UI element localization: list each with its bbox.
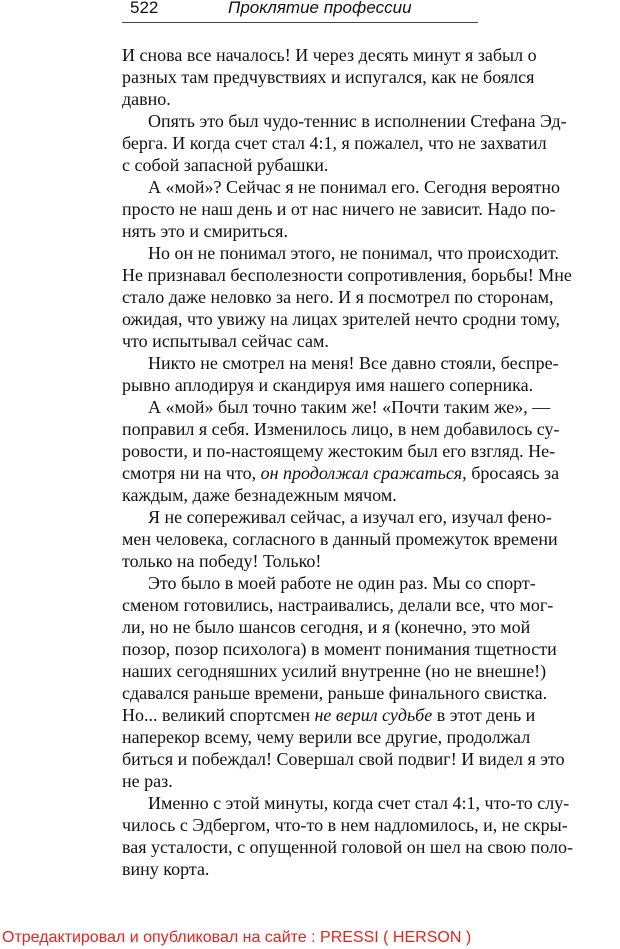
page-header: [122, 0, 478, 23]
text-line: нять это и смириться.: [122, 221, 288, 241]
text-line: сменом готовились, настраивались, делали все, что мог-: [122, 595, 554, 615]
text-line: с собой запасной рубашки.: [122, 155, 329, 175]
text-line: Я не сопереживал сейчас, а изучал его, изучал фено-: [148, 507, 552, 527]
text-line: Никто не смотрел на меня! Все давно стояли, беспре-: [148, 353, 559, 373]
text-line: Не признавал бесполезности сопротивления, борьбы! Мне: [122, 265, 572, 285]
text-line: А «мой» был точно таким же! «Почти таким же», —: [148, 397, 551, 417]
text-line: просто не наш день и от нас ничего не зависит. Надо по-: [122, 199, 556, 219]
text-line: ли, но не было шансов сегодня, и я (конечно, это мой: [122, 617, 531, 637]
text-line: биться и побеждал! Совершал свой подвиг! И видел я это: [122, 749, 565, 769]
text-line: Это было в моей работе не один раз. Мы со спорт-: [148, 573, 536, 593]
italic-phrase: не верил судьбе: [314, 705, 433, 725]
text-line-with-italic: [122, 462, 559, 484]
text-line: поправил я себя. Изменилось лицо, в нем добавилось су-: [122, 419, 560, 439]
text-line: наших сегодняшних усилий внутренне (но не внешне!): [122, 661, 547, 681]
text-line: разных там предчувствиях и испугался, как не боялся: [122, 67, 535, 87]
text-line: сдавался раньше времени, раньше финального свистка.: [122, 683, 548, 703]
text-line: вая усталости, с опущенной головой он шел на свою поло-: [122, 837, 574, 857]
text-line: вину корта.: [122, 859, 210, 879]
text-line: что испытывал сейчас сам.: [122, 331, 329, 351]
text-segment: бросаясь за: [466, 463, 560, 483]
text-segment: смотря ни на что,: [122, 463, 261, 483]
text-segment: Но... великий спортсмен: [122, 705, 315, 725]
text-line: И снова все началось! И через десять минут я забыл о: [122, 45, 537, 65]
page-number: 522: [130, 0, 159, 17]
text-line-with-italic: [122, 704, 535, 726]
text-line: чилось с Эдбергом, что-то в нем надломилось, и, не скры-: [122, 815, 568, 835]
text-line: каждым, даже безнадежным мячом.: [122, 485, 397, 505]
text-line: стало даже неловко за него. И я посмотрел по сторонам,: [122, 287, 554, 307]
text-line: Именно с этой минуты, когда счет стал 4:1, что-то слу-: [148, 793, 570, 813]
text-line: рывно аплодируя и скандируя имя нашего соперника.: [122, 375, 534, 395]
text-line: не раз.: [122, 771, 173, 791]
text-line: ожидая, что увижу на лицах зрителей нечто сродни тому,: [122, 309, 560, 329]
text-line: Опять это был чудо-теннис в исполнении Стефана Эд-: [148, 111, 567, 131]
text-line: позор, позор психолога) в момент понимания тщетности: [122, 639, 557, 659]
italic-phrase: он продолжал сражаться,: [260, 463, 467, 483]
text-line: наперекор всему, чему верили все другие, продолжал: [122, 727, 531, 747]
text-line: А «мой»? Сейчас я не понимал его. Сегодня вероятно: [148, 177, 561, 197]
text-line: давно.: [122, 89, 171, 109]
publisher-credit: Отредактировал и опубликовал на сайте : PRESSI ( HERSON ): [2, 929, 472, 946]
text-line: мен человека, согласного в данный промежуток времени: [122, 529, 558, 549]
text-line: ровости, и по-настоящему жестоким был его взгляд. Не-: [122, 441, 556, 461]
text-line: Но он не понимал этого, не понимал, что происходит.: [148, 243, 560, 263]
text-line: только на победу! Только!: [122, 551, 322, 571]
running-title: Проклятие профессии: [228, 0, 412, 17]
text-line: берга. И когда счет стал 4:1, я пожалел, что не захватил: [122, 133, 547, 153]
text-segment: в этот день и: [432, 705, 536, 725]
